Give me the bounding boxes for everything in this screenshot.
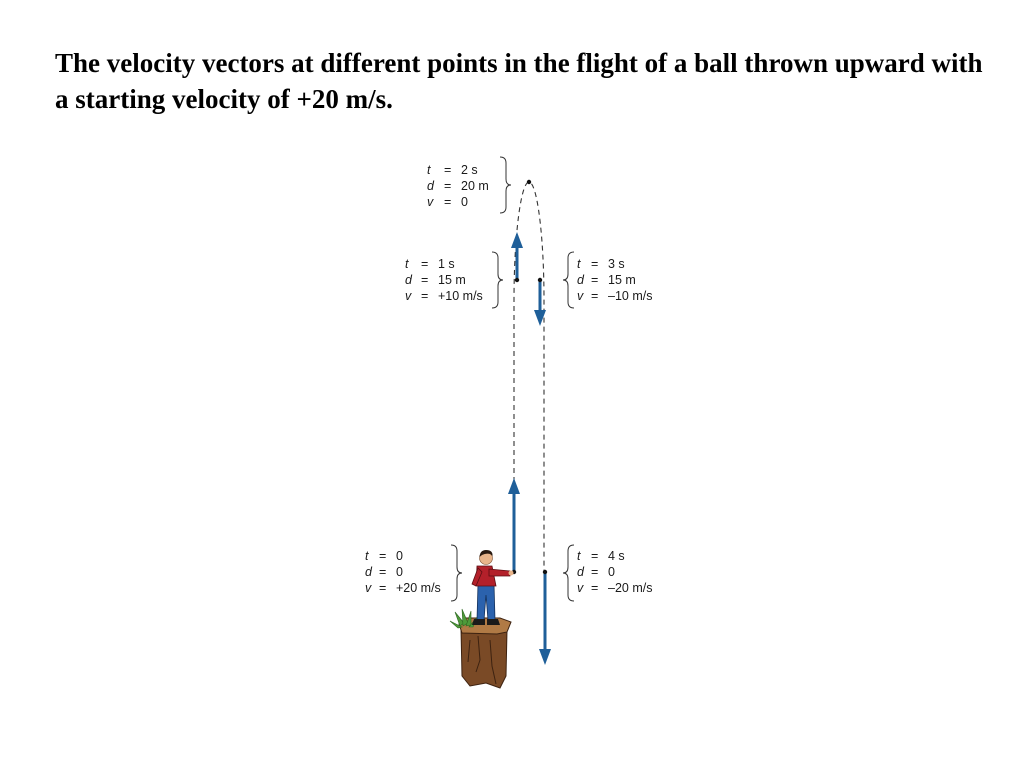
person-icon <box>472 550 514 625</box>
label-t4 <box>577 549 652 595</box>
svg-text:v=+10 m/s: v = +10 m/s <box>405 289 483 303</box>
ball-position-t1 <box>515 278 519 282</box>
page-title: The velocity vectors at different points in the flight of a ball thrown upward with a starting velocity of +20 m/s. <box>55 48 983 114</box>
brace-t3 <box>563 252 574 308</box>
svg-text:d=15 m: d = 15 m <box>405 273 466 287</box>
svg-text:d=0: d = 0 <box>577 565 615 579</box>
label-t2 <box>427 163 489 209</box>
ball-position-t3 <box>538 278 542 282</box>
svg-text:v=+20 m/s: v = +20 m/s <box>365 581 441 595</box>
velocity-vector-t1 <box>511 232 523 280</box>
svg-text:d=20 m: d = 20 m <box>427 179 489 193</box>
label-t1 <box>405 257 483 303</box>
ball-position-t4 <box>543 570 547 574</box>
label-t3 <box>577 257 652 303</box>
velocity-vector-t4 <box>539 572 551 665</box>
svg-text:d=15 m: d = 15 m <box>577 273 636 287</box>
brace-t0 <box>451 545 462 601</box>
cliff-icon <box>459 618 511 688</box>
svg-text:d=0: d = 0 <box>365 565 403 579</box>
brace-t4 <box>563 545 574 601</box>
ball-position-t2 <box>527 180 531 184</box>
svg-text:t=4 s: t = 4 s <box>577 549 625 563</box>
brace-t2 <box>500 157 511 213</box>
brace-t1 <box>492 252 503 308</box>
label-t0 <box>365 549 441 595</box>
svg-text:v=–10 m/s: v = –10 m/s <box>577 289 653 303</box>
svg-text:t=3 s: t = 3 s <box>577 257 625 271</box>
svg-text:t=0: t = 0 <box>365 549 403 563</box>
svg-text:v=0: v = 0 <box>427 195 468 209</box>
velocity-vector-t0 <box>508 478 520 572</box>
svg-text:t=2 s: t = 2 s <box>427 163 478 177</box>
svg-text:t=1 s: t = 1 s <box>405 257 455 271</box>
svg-text:v=–20 m/s: v = –20 m/s <box>577 581 653 595</box>
